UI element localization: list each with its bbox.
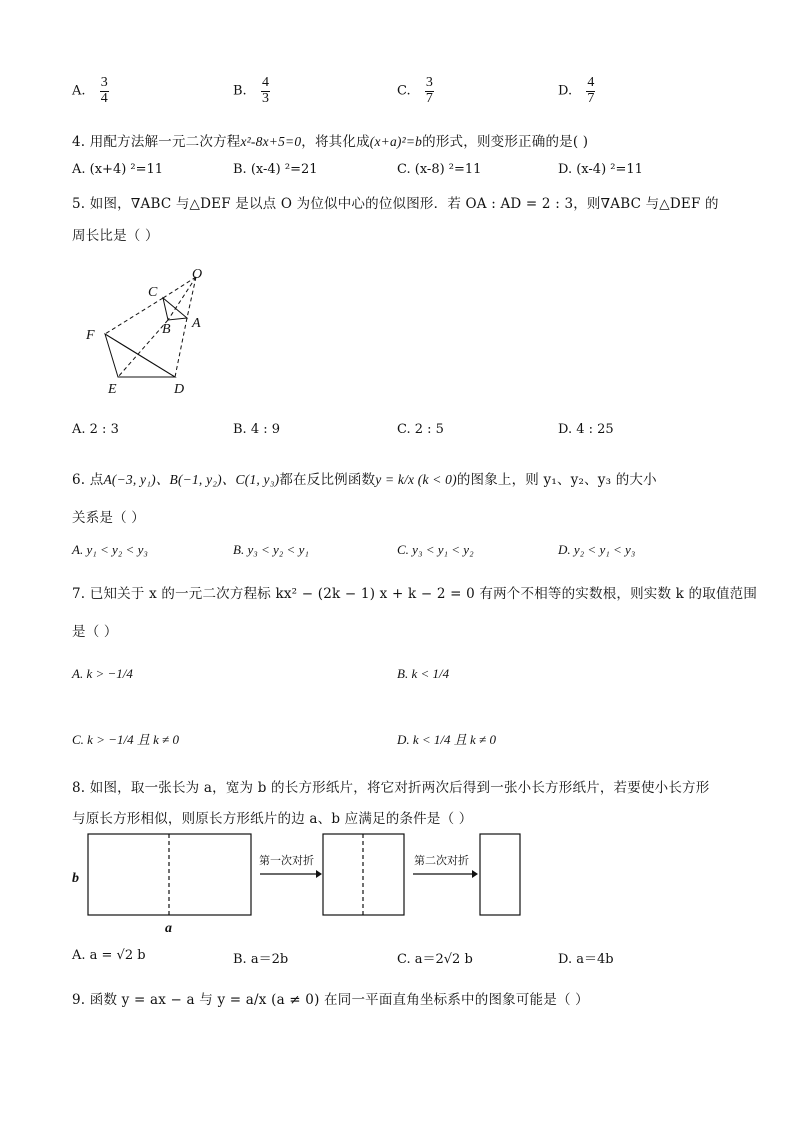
label-b: B — [162, 322, 171, 337]
q3-option-d: D. $\frac{4}{7}$ — [558, 75, 595, 106]
q3-option-b: B. $\frac{4}{3}$ — [233, 75, 269, 106]
q4-option-b: B. (x-4) ²=21 — [233, 162, 318, 177]
q7-option-a: A. k > −1/4 — [72, 666, 133, 681]
label-o: O — [192, 267, 203, 282]
arrow-1-icon — [316, 870, 322, 878]
arrow-2-icon — [472, 870, 478, 878]
q7-option-d: D. k < 1/4 且 k ≠ 0 — [397, 732, 496, 747]
q6-option-c: C. y₃ < y₁ < y₂ — [397, 542, 474, 557]
label-f: F — [86, 328, 95, 343]
q8-option-a: A. a = √2 b — [72, 948, 146, 963]
side-a-label: a — [165, 921, 172, 936]
label-d: D — [174, 382, 185, 397]
q6-stem-line1: 6. 点A(−3, y₁)、B(−1, y₂)、C(1, y₃)都在反比例函数y = k/x (k < 0)的图象上，则 y₁、y₂、y₃ 的大小 — [72, 472, 657, 488]
q7-option-b: B. k < 1/4 — [397, 666, 450, 681]
q5-stem-line2: 周长比是（ ） — [72, 228, 159, 244]
q8-stem-line2: 与原长方形相似，则原长方形纸片的边 a、b 应满足的条件是（ ） — [72, 811, 473, 827]
q7-option-c: C. k > −1/4 且 k ≠ 0 — [72, 732, 180, 747]
fold2-label: 第二次对折 — [414, 855, 469, 867]
q5-homothety-figure — [78, 262, 218, 400]
fold1-label: 第一次对折 — [259, 855, 314, 867]
q8-option-d: D. a＝4b — [558, 952, 614, 967]
q6-option-d: D. y₂ < y₁ < y₃ — [558, 542, 636, 557]
q5-option-a: A. 2 : 3 — [72, 422, 119, 437]
q9-stem: 9. 函数 y = ax − a 与 y = a/x (a ≠ 0) 在同一平面直角坐标系中的图象可能是（ ） — [72, 992, 589, 1008]
original-rectangle — [88, 834, 251, 915]
second-fold-rectangle — [480, 834, 520, 915]
label-c: C — [148, 285, 158, 300]
q4-option-a: A. (x+4) ²=11 — [72, 162, 164, 177]
q4-option-c: C. (x-8) ²=11 — [397, 162, 482, 177]
q6-stem-line2: 关系是（ ） — [72, 510, 145, 526]
q3-option-a: A. $\frac{3}{4}$ — [72, 75, 108, 106]
q3-option-c: C. $\frac{3}{7}$ — [397, 75, 433, 106]
side-b-label: b — [72, 871, 79, 886]
q5-stem-line1: 5. 如图，∇ABC 与△DEF 是以点 O 为位似中心的位似图形．若 OA : AD = 2 : 3，则∇ABC 与△DEF 的 — [72, 196, 719, 212]
q8-option-c: C. a＝2√2 b — [397, 952, 473, 967]
q8-folding-figure — [64, 828, 534, 938]
first-fold-rectangle — [323, 834, 404, 915]
q4-option-d: D. (x-4) ²=11 — [558, 162, 643, 177]
label-a: A — [192, 316, 201, 331]
q5-option-c: C. 2 : 5 — [397, 422, 444, 437]
q5-option-d: D. 4 : 25 — [558, 422, 614, 437]
q7-stem-line1: 7. 已知关于 x 的一元二次方程标 kx² − (2k − 1) x + k − 2 = 0 有两个不相等的实数根，则实数 k 的取值范围 — [72, 586, 758, 602]
q7-stem-line2: 是（ ） — [72, 624, 118, 640]
q5-option-b: B. 4 : 9 — [233, 422, 281, 437]
label-e: E — [108, 382, 117, 397]
q8-option-b: B. a＝2b — [233, 952, 289, 967]
q6-option-b: B. y₃ < y₂ < y₁ — [233, 542, 309, 557]
q6-option-a: A. y₁ < y₂ < y₃ — [72, 542, 148, 557]
q8-stem-line1: 8. 如图，取一张长为 a，宽为 b 的长方形纸片，将它对折两次后得到一张小长方形纸片，若要使小长方形 — [72, 780, 710, 796]
q4-stem: 4. 用配方法解一元二次方程x²-8x+5=0，将其化成(x+a)²=b的形式，则变形正确的是( ) — [72, 134, 589, 150]
